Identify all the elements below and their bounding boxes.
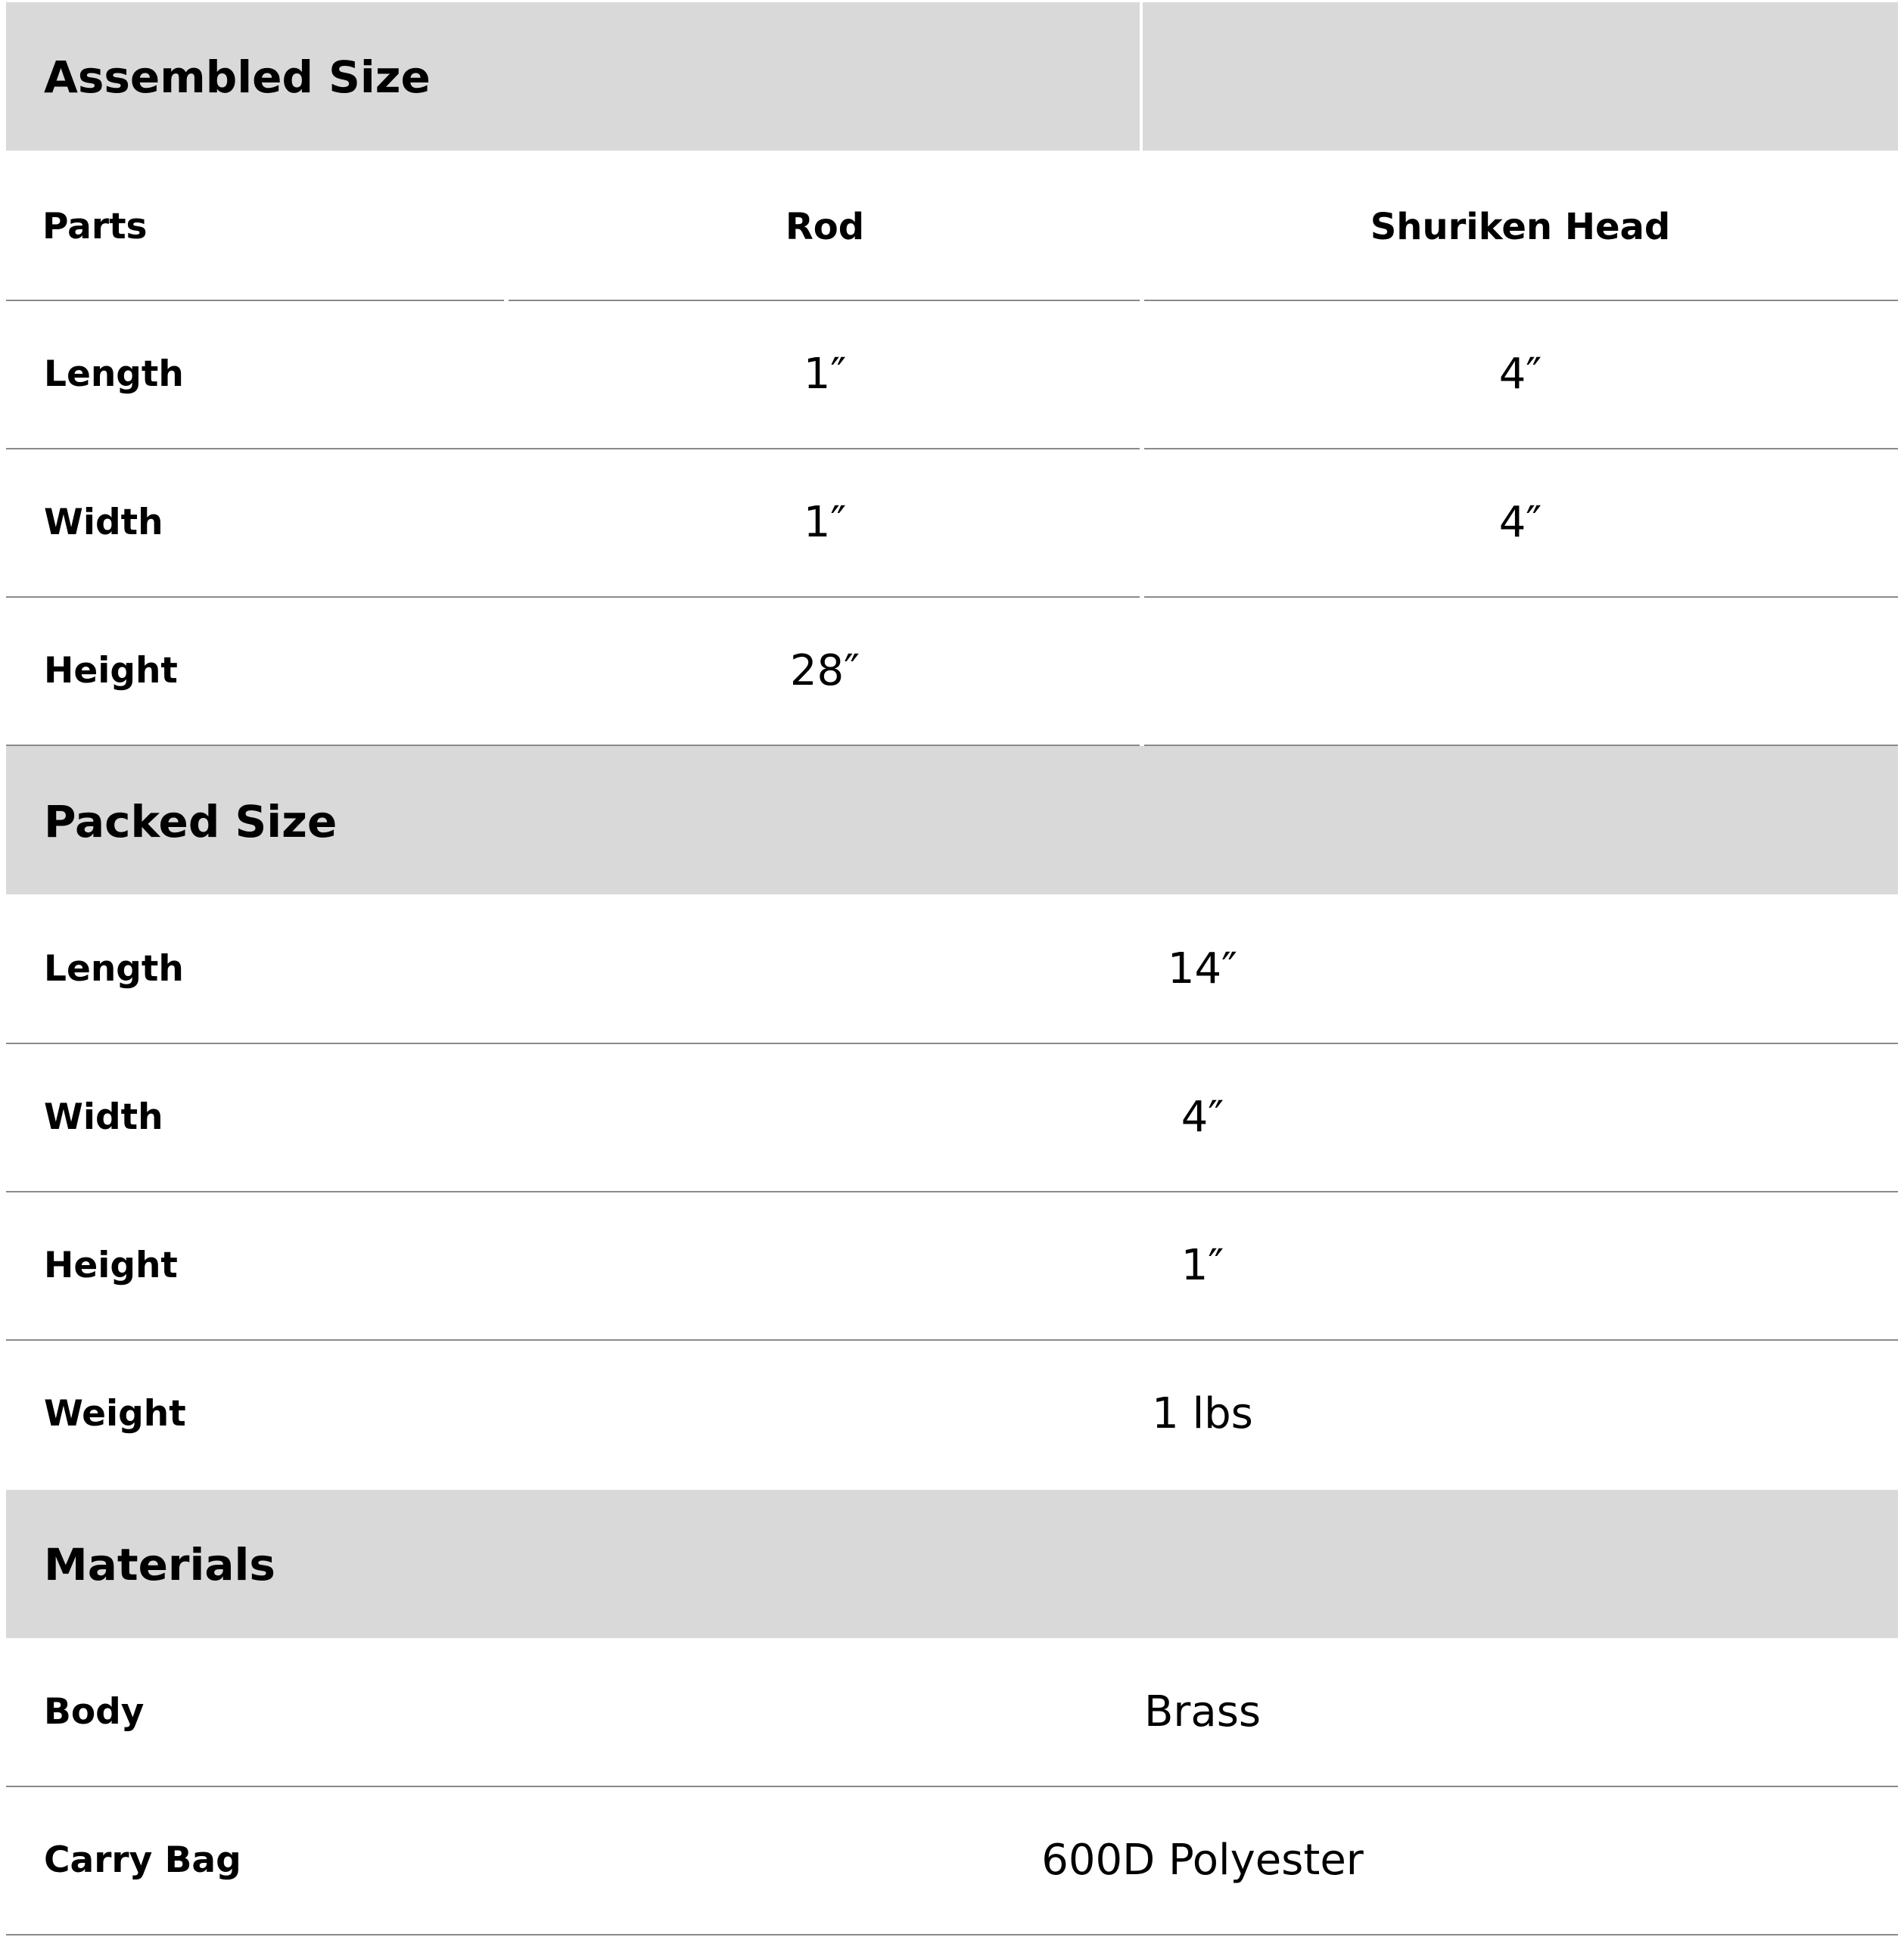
header-row-rule xyxy=(6,300,504,301)
table-row-rule xyxy=(1144,596,1898,598)
rod-column-header: Rod xyxy=(785,206,865,248)
table-row-rule xyxy=(1144,448,1898,449)
table-row-rule xyxy=(6,448,1140,449)
assembled-length-head-value: 4″ xyxy=(1498,350,1542,399)
materials-body-value: Brass xyxy=(1143,1687,1262,1736)
packed-height-label: Height xyxy=(44,1245,178,1286)
assembled-size-title: Assembled Size xyxy=(44,51,431,103)
materials-carry-bag-value: 600D Polyester xyxy=(1041,1836,1364,1885)
shuriken-head-column-header: Shuriken Head xyxy=(1370,206,1671,248)
table-row-rule xyxy=(6,1339,1898,1341)
assembled-header-divider xyxy=(1140,2,1143,151)
materials-header-band xyxy=(6,1490,1898,1638)
packed-length-value: 14″ xyxy=(1167,944,1238,993)
materials-title: Materials xyxy=(44,1539,275,1590)
assembled-width-rod-value: 1″ xyxy=(803,498,847,547)
packed-height-value: 1″ xyxy=(1181,1241,1224,1290)
header-row-rule xyxy=(509,300,1140,301)
packed-weight-value: 1 lbs xyxy=(1152,1389,1253,1438)
packed-size-title: Packed Size xyxy=(44,796,338,847)
assembled-height-label: Height xyxy=(44,650,178,692)
table-row-rule xyxy=(6,1786,1898,1787)
parts-column-header: Parts xyxy=(42,206,148,247)
assembled-width-head-value: 4″ xyxy=(1498,498,1542,547)
assembled-height-rod-value: 28″ xyxy=(789,646,860,695)
packed-width-label: Width xyxy=(44,1096,163,1138)
packed-length-label: Length xyxy=(44,948,184,990)
packed-weight-label: Weight xyxy=(44,1393,186,1435)
assembled-length-label: Length xyxy=(44,353,184,395)
materials-body-label: Body xyxy=(44,1691,145,1733)
materials-carry-bag-label: Carry Bag xyxy=(44,1839,241,1881)
table-row-rule xyxy=(6,1043,1898,1044)
header-row-rule xyxy=(1144,300,1898,301)
assembled-width-label: Width xyxy=(44,502,163,543)
assembled-length-rod-value: 1″ xyxy=(803,350,847,399)
packed-width-value: 4″ xyxy=(1181,1093,1224,1142)
table-row-rule xyxy=(6,1934,1898,1935)
table-row-rule xyxy=(6,596,1140,598)
table-row-rule xyxy=(6,1191,1898,1192)
